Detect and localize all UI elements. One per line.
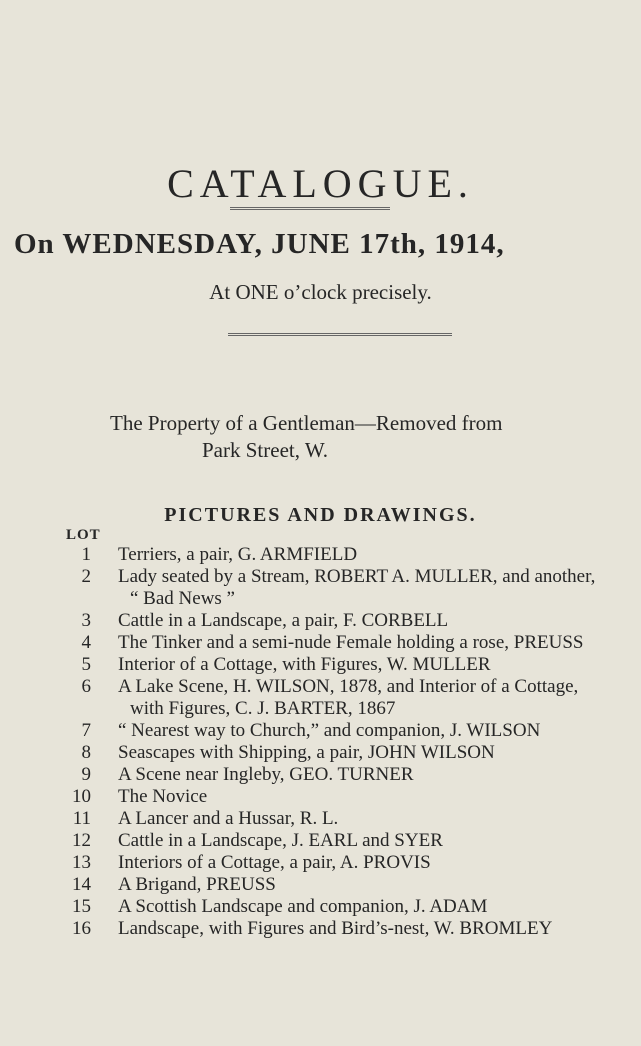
lot-number: 11 — [72, 808, 91, 829]
lot-description-line-1: Interiors of a Cottage, a pair, A. PROVIS — [118, 852, 431, 873]
lot-description — [118, 918, 638, 940]
title-rule — [230, 207, 390, 210]
lot-description — [118, 544, 638, 566]
lot-number: 6 — [81, 676, 91, 697]
lot-description-line-1: Seascapes with Shipping, a pair, JOHN WILSON — [118, 742, 495, 763]
lot-description — [118, 566, 638, 610]
lot-description-line-1: Interior of a Cottage, with Figures, W. MULLER — [118, 654, 491, 675]
lot-number: 13 — [72, 852, 91, 873]
lot-description — [118, 720, 638, 742]
lot-number: 4 — [81, 632, 91, 653]
date-text: WEDNESDAY, JUNE 17th, 1914, — [62, 228, 505, 260]
lot-row — [0, 654, 641, 676]
time-rule — [228, 333, 452, 336]
lot-description-line-1: Landscape, with Figures and Bird’s-nest, W. BROMLEY — [118, 918, 553, 939]
lot-row — [0, 918, 641, 940]
lot-number: 12 — [72, 830, 91, 851]
lot-row — [0, 566, 641, 610]
lot-description-line-1: A Lake Scene, H. WILSON, 1878, and Interior of a Cottage, — [118, 676, 579, 697]
sale-time: At ONE o’clock precisely. — [209, 280, 432, 304]
lot-description — [118, 632, 638, 654]
lot-description-line-1: A Lancer and a Hussar, R. L. — [118, 808, 339, 829]
lot-number: 10 — [72, 786, 91, 807]
lot-number: 2 — [81, 566, 91, 587]
lot-row — [0, 720, 641, 742]
lot-description-line-1: A Scene near Ingleby, GEO. TURNER — [118, 764, 414, 785]
lot-description-line-1: The Novice — [118, 786, 208, 807]
date-prefix: On — [14, 228, 55, 260]
lot-description — [118, 610, 638, 632]
lot-description — [118, 830, 638, 852]
sale-date — [14, 228, 634, 261]
property-line-2: Park Street, W. — [202, 438, 328, 462]
property-line-1: The Property of a Gentleman—Removed from — [110, 411, 503, 435]
lot-description — [118, 896, 638, 918]
lot-row — [0, 676, 641, 720]
lot-description-line-2: “ Bad News ” — [130, 588, 235, 609]
lot-description — [118, 742, 638, 764]
lot-number: 8 — [81, 742, 91, 763]
lot-row — [0, 852, 641, 874]
lot-description-line-1: Cattle in a Landscape, a pair, F. CORBELL — [118, 610, 449, 631]
lot-description — [118, 852, 638, 874]
lot-number: 9 — [81, 764, 91, 785]
lot-list — [0, 544, 641, 940]
lot-row — [0, 874, 641, 896]
lot-row — [0, 632, 641, 654]
lot-description-line-1: The Tinker and a semi-nude Female holding a rose, PREUSS — [118, 632, 584, 653]
lot-number: 3 — [81, 610, 91, 631]
lot-description — [118, 786, 638, 808]
lot-description — [118, 808, 638, 830]
lot-description-line-1: A Brigand, PREUSS — [118, 874, 276, 895]
lot-description-line-1: A Scottish Landscape and companion, J. ADAM — [118, 896, 488, 917]
lot-row — [0, 544, 641, 566]
lot-description — [118, 764, 638, 786]
section-heading: PICTURES AND DRAWINGS. — [164, 504, 477, 526]
lot-row — [0, 742, 641, 764]
lot-row — [0, 896, 641, 918]
lot-description — [118, 676, 638, 720]
property-notice — [110, 410, 630, 464]
lot-number: 1 — [81, 544, 91, 565]
lot-number: 16 — [72, 918, 91, 939]
lot-number: 7 — [81, 720, 91, 741]
lot-description-line-2: with Figures, C. J. BARTER, 1867 — [130, 698, 396, 719]
lot-number: 15 — [72, 896, 91, 917]
catalogue-title: CATALOGUE. — [167, 161, 474, 206]
lot-column-header: LOT — [66, 527, 101, 543]
lot-row — [0, 830, 641, 852]
lot-row — [0, 786, 641, 808]
lot-description — [118, 654, 638, 676]
lot-row — [0, 610, 641, 632]
lot-description-line-1: Lady seated by a Stream, ROBERT A. MULLER, and another, — [118, 566, 596, 587]
lot-number: 14 — [72, 874, 91, 895]
lot-description — [118, 874, 638, 896]
lot-description-line-1: Terriers, a pair, G. ARMFIELD — [118, 544, 358, 565]
lot-description-line-1: “ Nearest way to Church,” and companion, J. WILSON — [118, 720, 541, 741]
lot-number: 5 — [81, 654, 91, 675]
lot-description-line-1: Cattle in a Landscape, J. EARL and SYER — [118, 830, 443, 851]
lot-row — [0, 764, 641, 786]
lot-row — [0, 808, 641, 830]
